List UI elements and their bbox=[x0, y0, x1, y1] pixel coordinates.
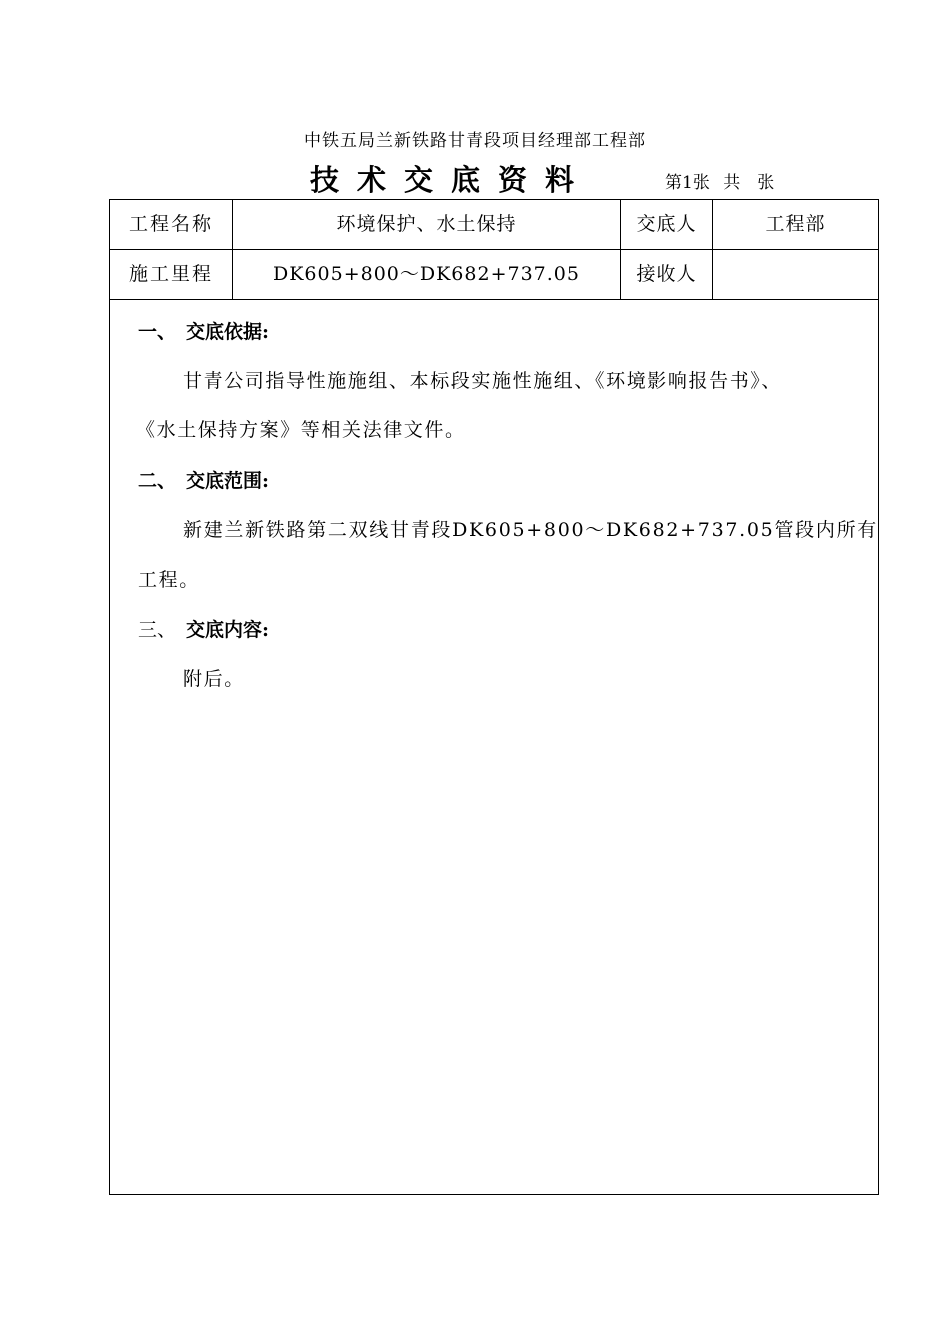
receiver-value bbox=[713, 250, 878, 299]
document-title: 技术交底资料 bbox=[310, 163, 593, 197]
section-title: 交底依据: bbox=[186, 321, 270, 343]
mileage-label: 施工里程 bbox=[110, 250, 233, 299]
section-number: 三、 bbox=[138, 619, 177, 641]
section-title: 交底内容: bbox=[186, 619, 270, 641]
section-number: 一、 bbox=[138, 321, 177, 343]
organization-name: 中铁五局兰新铁路甘青段项目经理部工程部 bbox=[304, 131, 646, 151]
mileage-value: DK605+800～DK682+737.05 bbox=[233, 250, 621, 299]
sheet-number: 第1张 bbox=[665, 173, 710, 193]
table-row bbox=[110, 200, 878, 250]
paragraph-line: 新建兰新铁路第二双线甘青段DK605+800～DK682+737.05管段内所有 bbox=[183, 519, 878, 541]
presenter-label: 交底人 bbox=[621, 200, 713, 249]
paragraph-line: 附后。 bbox=[183, 668, 245, 690]
project-name-label: 工程名称 bbox=[110, 200, 233, 249]
section-heading-content bbox=[138, 615, 269, 642]
receiver-label: 接收人 bbox=[621, 250, 713, 299]
section-number: 二、 bbox=[138, 470, 177, 492]
table-row bbox=[110, 250, 878, 300]
paragraph-line: 甘青公司指导性施施组、本标段实施性施组、《环境影响报告书》、 bbox=[183, 370, 783, 392]
sheet-info bbox=[665, 168, 782, 193]
paragraph-line: 工程。 bbox=[138, 569, 200, 591]
paragraph-line: 《水土保持方案》等相关法律文件。 bbox=[136, 419, 466, 441]
presenter-value: 工程部 bbox=[765, 213, 826, 235]
sheet-total: 共 张 bbox=[723, 173, 775, 193]
section-title: 交底范围: bbox=[186, 470, 270, 492]
document-frame bbox=[109, 199, 879, 1195]
project-name-value: 环境保护、水土保持 bbox=[233, 200, 621, 249]
section-heading-basis bbox=[138, 317, 269, 344]
title-row bbox=[0, 158, 950, 198]
section-heading-scope bbox=[138, 466, 269, 493]
